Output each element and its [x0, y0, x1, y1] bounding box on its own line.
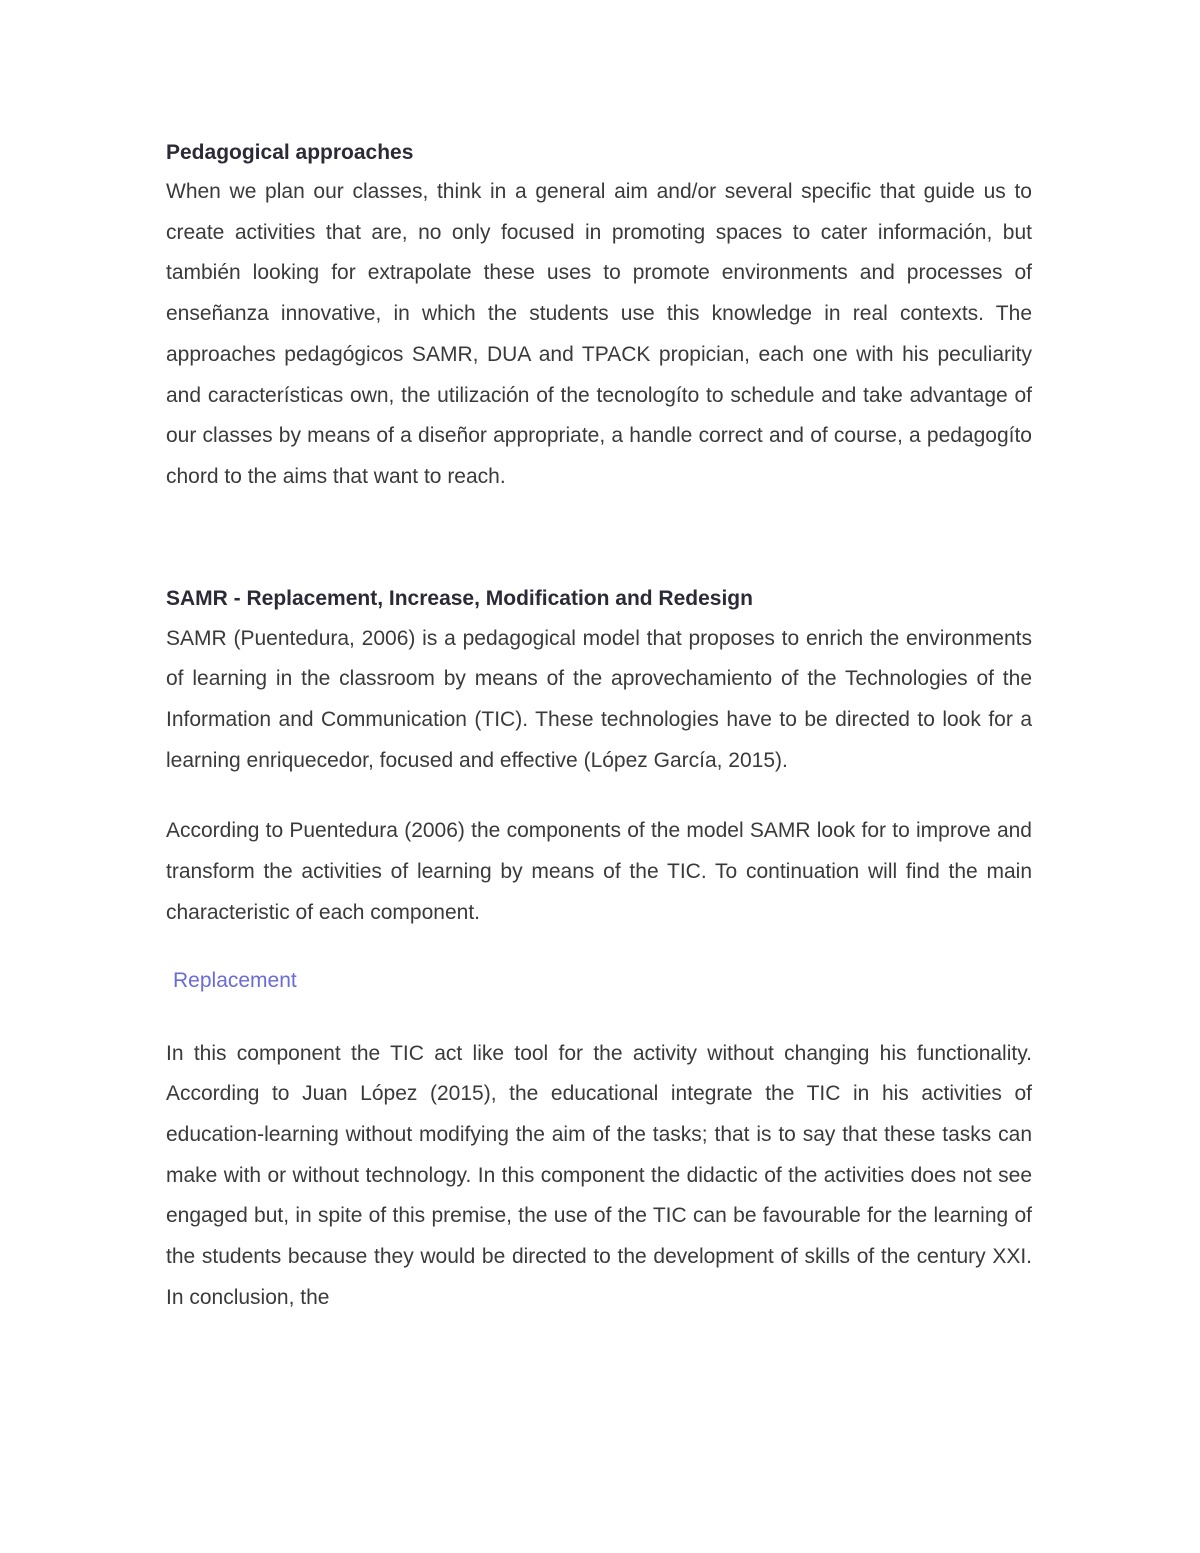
paragraph-replacement: In this component the TIC act like tool for the activity without changing his functionality. According to Juan López (2015), the educational integrate the TIC in his activities of education-learning without modifying the aim of the tasks; that is to say that these tasks can make with or without technology. In this component the didactic of the activities does not see engaged but, in spite of this premise, the use of the TIC can be favourable for the learning of the students because they would be directed to the development of skills of the century XXI. In conclusion, the	[166, 1041, 1032, 1309]
subheading-replacement: Replacement	[173, 968, 297, 992]
paragraph-samr-definition: SAMR (Puentedura, 2006) is a pedagogical model that proposes to enrich the environments of learning in the classroom by means of the aprovechamiento of the Technologies of the Information and Communication (TIC). These technologies have to be directed to look for a learning enriquecedor, focused and effective (López García, 2015).	[166, 626, 1032, 772]
paragraph-pedagogical-approaches: When we plan our classes, think in a general aim and/or several specific that guide us to create activities that are, no only focused in promoting spaces to cater información, but también looking for extrapolate these uses to promote environments and processes of enseñanza innovative, in which the students use this knowledge in real contexts. The approaches pedagógicos SAMR, DUA and TPACK propician, each one with his peculiarity and características own, the utilización of the tecnologíto to schedule and take advantage of our classes by means of a diseñor appropriate, a handle correct and of course, a pedagogíto chord to the aims that want to reach.	[166, 180, 1032, 488]
section-heading-pedagogical-approaches: Pedagogical approaches	[166, 141, 414, 164]
paragraph-samr-components: According to Puentedura (2006) the components of the model SAMR look for to improve and transform the activities of learning by means of the TIC. To continuation will find the main characteristic of each component.	[166, 819, 1032, 924]
section-heading-samr: SAMR - Replacement, Increase, Modification and Redesign	[166, 586, 753, 610]
document-body	[166, 138, 1032, 1318]
